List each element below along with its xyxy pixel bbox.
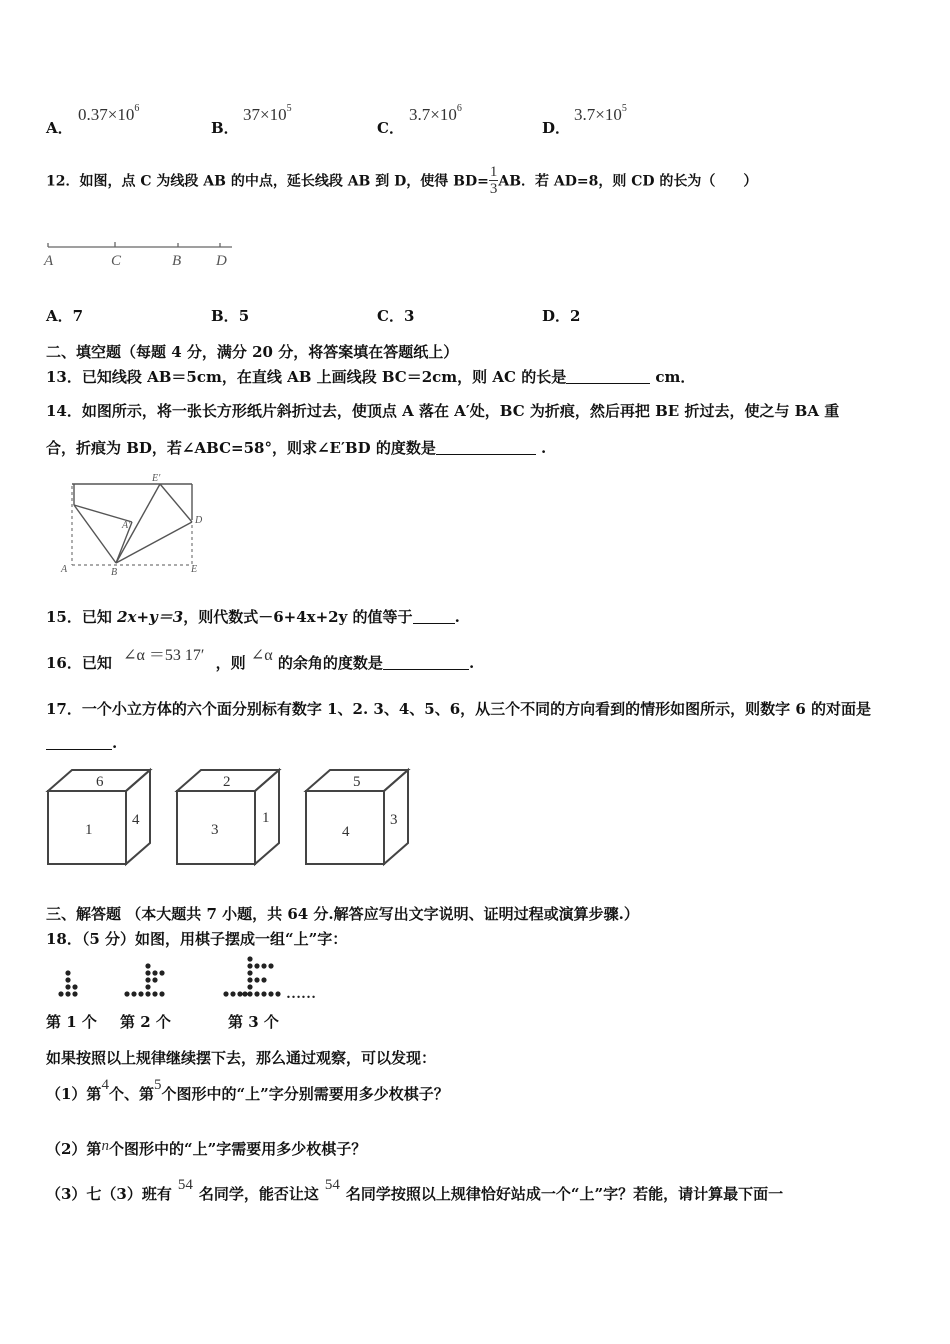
q17-after: .	[112, 734, 118, 752]
label-a: A	[61, 564, 68, 575]
q18-caption-3: 第 3 个	[228, 1013, 279, 1031]
q16-suffix: 的余角的度数是	[277, 654, 383, 672]
option-value: $0.37\times 10^6$	[78, 103, 140, 124]
point-label-b: B	[172, 253, 182, 269]
q13-text: 13．已知线段 AB＝5cm，在直线 AB 上画线段 BC＝2cm，则 AC 的长是	[46, 368, 567, 386]
q15-middle: ，则代数式－6+4x+2y 的值等于	[183, 608, 413, 626]
point-label-d: D	[216, 253, 227, 269]
q18-part1-n1: 4	[101, 1077, 109, 1093]
pattern-3	[223, 956, 280, 996]
cube-view-1	[44, 766, 154, 868]
q18-part3-text: （3）七（3）班有	[46, 1185, 172, 1203]
cube-side-number: 3	[390, 812, 398, 828]
cube-top-number: 6	[96, 774, 104, 790]
pattern-ellipsis: ……	[286, 986, 316, 1000]
section3-title: 三、解答题 （本大题共 7 小题，共 64 分.解答应写出文字说明、证明过程或演算步骤.）	[46, 905, 639, 923]
q15	[46, 606, 460, 627]
q18-intro: 如果按照以上规律继续摆下去，那么通过观察，可以发现：	[46, 1049, 437, 1067]
cube-front-number: 3	[211, 822, 219, 838]
section2-title: 二、填空题（每题 4 分，满分 20 分，将答案填在答题纸上）	[46, 343, 459, 361]
q14-line2	[46, 437, 546, 458]
q15-after: .	[454, 608, 460, 626]
option-label: A．	[46, 119, 73, 137]
q16-prefix: 16．已知	[46, 654, 112, 672]
q15-expr: 2x+y＝3	[117, 608, 184, 626]
fold-line-bc	[74, 505, 116, 563]
cube-top-number: 5	[353, 774, 361, 790]
q17-line1: 17．一个小立方体的六个面分别标有数字 1、2. 3、4、5、6，从三个不同的方向看到的情形如图所示，则数字 6 的对面是	[46, 700, 872, 718]
fold-line-ed	[160, 484, 192, 522]
q12-stem	[46, 164, 757, 197]
cube-view-2	[173, 766, 283, 868]
option-value: 3	[403, 307, 415, 325]
q18-part2-n: n	[101, 1138, 109, 1154]
q12-option-c	[377, 305, 414, 326]
option-label: C．	[377, 119, 404, 137]
label-b: B	[111, 567, 118, 578]
answer-blank[interactable]	[566, 369, 650, 384]
q13	[46, 366, 695, 387]
option-label: C．	[377, 307, 404, 325]
cube-view-3	[302, 766, 412, 868]
q17-line2	[46, 734, 117, 752]
option-value: $3.7\times 10^6$	[409, 103, 462, 124]
q16-after: .	[468, 654, 475, 672]
q12-option-a	[46, 305, 83, 326]
q18-pattern-figure	[46, 955, 336, 1000]
q18-caption-2: 第 2 个	[120, 1013, 171, 1031]
q18-part1-text: 个图形中的“上”字分别需要用多少枚棋子？	[161, 1085, 449, 1103]
option-label: D．	[542, 119, 571, 137]
q18-part1-text: 个、第	[108, 1085, 154, 1103]
q14-line1: 14．如图所示，将一张长方形纸片斜折过去，使顶点 A 落在 A′处，BC 为折痕，然后再把 BE 折过去，使之与 BA 重	[46, 402, 840, 420]
label-e: E	[191, 564, 198, 575]
q18-caption-1: 第 1 个	[46, 1013, 97, 1031]
q16	[46, 642, 475, 672]
q18-part1	[46, 1077, 449, 1104]
q18-part1-n2: 5	[153, 1077, 162, 1093]
option-label: A．	[46, 307, 73, 325]
option-value: $3.7\times 10^5$	[574, 103, 627, 124]
q15-prefix: 15．已知	[46, 608, 118, 626]
point-label-c: C	[111, 253, 122, 269]
option-value: 7	[72, 307, 84, 325]
q18-part2-text: （2）第	[46, 1140, 102, 1158]
cube-side-number: 1	[262, 810, 270, 826]
frac-numerator: 1	[489, 164, 498, 180]
q16-middle: ，则	[215, 654, 246, 672]
answer-blank[interactable]	[413, 609, 455, 624]
point-label-a: A	[44, 253, 54, 269]
label-a-prime: A′	[122, 520, 131, 531]
q16-angle: ∠α	[250, 647, 273, 664]
q18-part2-text: 个图形中的“上”字需要用多少枚棋子？	[108, 1140, 367, 1158]
cube-front-number: 1	[85, 822, 93, 838]
pattern-2	[124, 963, 164, 996]
q18-part3-text: 名同学，能否让这	[198, 1185, 319, 1203]
q14-after: .	[535, 439, 547, 457]
q12-option-d	[542, 305, 580, 326]
answer-blank[interactable]	[383, 655, 469, 670]
answer-blank[interactable]	[436, 440, 536, 455]
q18-title: 18．（5 分）如图，用棋子摆成一组“上”字：	[46, 930, 348, 948]
cube-top-number: 2	[223, 774, 231, 790]
option-label: B．	[211, 307, 239, 325]
q18-part3-n1: 54	[177, 1177, 193, 1193]
option-label: B．	[211, 119, 239, 137]
q18-part1-text: （1）第	[46, 1085, 102, 1103]
frac-denominator: 3	[489, 181, 498, 197]
q12-text-after: AB．若 AD=8，则 CD 的长为（ ）	[498, 173, 758, 190]
pattern-1	[58, 970, 77, 996]
q12-option-b	[211, 305, 249, 326]
q13-after: cm．	[650, 368, 696, 386]
q18-part3-text: 名同学按照以上规律恰好站成一个“上”字？若能，请计算最下面一	[345, 1185, 784, 1203]
cube-side-number: 4	[132, 812, 140, 828]
q18-part3	[46, 1177, 784, 1204]
q14-text: 合，折痕为 BD，若∠ABC=58°，则求∠E′BD 的度数是	[46, 439, 436, 457]
option-label: D．	[542, 307, 571, 325]
label-d: D	[195, 515, 203, 526]
cube-front-number: 4	[342, 824, 350, 840]
option-value: $37\times 10^5$	[243, 103, 292, 124]
option-value: 2	[570, 307, 581, 325]
option-value: 5	[238, 307, 250, 325]
label-e-prime: E′	[152, 473, 161, 484]
q18-part2	[46, 1138, 366, 1159]
answer-blank[interactable]	[46, 735, 112, 750]
q18-part3-n2: 54	[324, 1177, 340, 1193]
q12-text-before: 12．如图，点 C 为线段 AB 的中点，延长线段 AB 到 D，使得 BD=	[46, 173, 489, 190]
q14-fold-figure	[56, 470, 216, 580]
q16-angle-expr: ∠α ＝53 17′	[123, 647, 205, 664]
fraction-one-third	[489, 164, 499, 197]
q12-segment-figure	[42, 238, 242, 272]
